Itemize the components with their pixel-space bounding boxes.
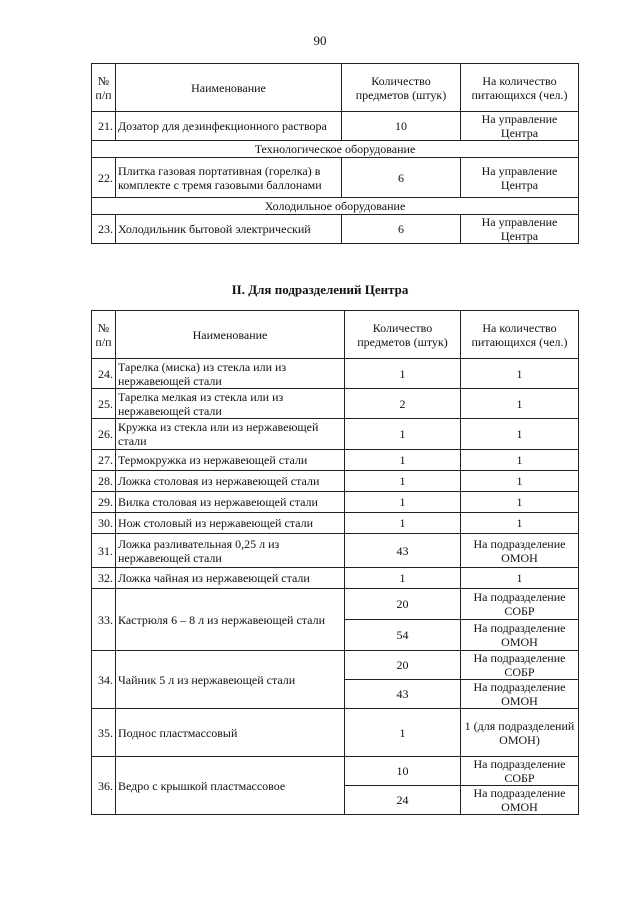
row-number: 22. xyxy=(92,158,116,198)
row-for: 1 xyxy=(461,389,579,419)
row-for: На управление Центра xyxy=(461,215,579,244)
row-qty: 54 xyxy=(345,620,461,651)
row-number: 23. xyxy=(92,215,116,244)
section-2-title: II. Для подразделений Центра xyxy=(231,282,409,297)
row-qty: 1 xyxy=(345,419,461,450)
table-2 xyxy=(91,310,579,815)
row-number: 32. xyxy=(92,568,116,589)
table-row xyxy=(92,513,579,534)
row-name: Холодильник бытовой электрический xyxy=(116,215,342,244)
table-row xyxy=(92,158,579,198)
row-number: 33. xyxy=(92,589,116,651)
row-qty: 1 xyxy=(345,359,461,389)
row-qty: 43 xyxy=(345,534,461,568)
row-name: Кружка из стекла или из нержавеющей стали xyxy=(116,419,345,450)
row-name: Ложка столовая из нержавеющей стали xyxy=(116,471,345,492)
row-number: 29. xyxy=(92,492,116,513)
row-qty: 6 xyxy=(342,215,461,244)
row-name: Поднос пластмассовый xyxy=(116,709,345,757)
row-name: Тарелка (миска) из стекла или из нержавеющей стали xyxy=(116,359,345,389)
table-row xyxy=(92,419,579,450)
page-number: 90 xyxy=(313,33,327,48)
row-name: Термокружка из нержавеющей стали xyxy=(116,450,345,471)
header-qty: Количество предметов (штук) xyxy=(342,64,461,112)
table-row xyxy=(92,112,579,141)
row-for: 1 (для подразделений ОМОН) xyxy=(461,709,579,757)
row-for: На подразделение СОБР xyxy=(461,589,579,620)
row-for: На подразделение СОБР xyxy=(461,651,579,680)
section-row xyxy=(92,141,579,158)
row-qty: 1 xyxy=(345,471,461,492)
row-name: Ложка чайная из нержавеющей стали xyxy=(116,568,345,589)
row-qty: 6 xyxy=(342,158,461,198)
row-number: 35. xyxy=(92,709,116,757)
row-for: 1 xyxy=(461,513,579,534)
row-number: 24. xyxy=(92,359,116,389)
row-for: На подразделение ОМОН xyxy=(461,620,579,651)
row-qty: 1 xyxy=(345,709,461,757)
row-for: 1 xyxy=(461,568,579,589)
row-qty: 10 xyxy=(345,757,461,786)
table-row xyxy=(92,589,579,620)
row-for: На подразделение ОМОН xyxy=(461,534,579,568)
row-number: 26. xyxy=(92,419,116,450)
header-name: Наименование xyxy=(116,311,345,359)
row-qty: 10 xyxy=(342,112,461,141)
row-for: 1 xyxy=(461,492,579,513)
row-number: 28. xyxy=(92,471,116,492)
header-qty: Количество предметов (штук) xyxy=(345,311,461,359)
header-for: На количество питающихся (чел.) xyxy=(461,311,579,359)
table-row xyxy=(92,359,579,389)
table-row xyxy=(92,757,579,786)
row-for: 1 xyxy=(461,419,579,450)
table-row xyxy=(92,651,579,680)
row-name: Тарелка мелкая из стекла или из нержавеющей стали xyxy=(116,389,345,419)
table-row xyxy=(92,471,579,492)
row-number: 31. xyxy=(92,534,116,568)
row-number: 21. xyxy=(92,112,116,141)
row-for: 1 xyxy=(461,450,579,471)
row-for: На подразделение ОМОН xyxy=(461,786,579,815)
section-row xyxy=(92,198,579,215)
row-qty: 1 xyxy=(345,513,461,534)
table-row xyxy=(92,709,579,757)
row-for: На подразделение ОМОН xyxy=(461,680,579,709)
header-num: № п/п xyxy=(92,311,116,359)
header-num: № п/п xyxy=(92,64,116,112)
row-for: На подразделение СОБР xyxy=(461,757,579,786)
row-number: 25. xyxy=(92,389,116,419)
header-for: На количество питающихся (чел.) xyxy=(461,64,579,112)
row-number: 27. xyxy=(92,450,116,471)
row-qty: 20 xyxy=(345,651,461,680)
row-name: Кастрюля 6 – 8 л из нержавеющей стали xyxy=(116,589,345,651)
row-for: На управление Центра xyxy=(461,158,579,198)
table-row xyxy=(92,492,579,513)
table-row xyxy=(92,534,579,568)
row-number: 34. xyxy=(92,651,116,709)
row-name: Ложка разливательная 0,25 л из нержавеющей стали xyxy=(116,534,345,568)
row-name: Плитка газовая портативная (горелка) в комплекте с тремя газовыми баллонами xyxy=(116,158,342,198)
row-qty: 24 xyxy=(345,786,461,815)
row-qty: 1 xyxy=(345,450,461,471)
row-name: Вилка столовая из нержавеющей стали xyxy=(116,492,345,513)
row-qty: 43 xyxy=(345,680,461,709)
table-row xyxy=(92,215,579,244)
row-name: Ведро с крышкой пластмассовое xyxy=(116,757,345,815)
row-name: Чайник 5 л из нержавеющей стали xyxy=(116,651,345,709)
table-row xyxy=(92,389,579,419)
row-number: 36. xyxy=(92,757,116,815)
row-qty: 2 xyxy=(345,389,461,419)
table-1 xyxy=(91,63,579,244)
table-row xyxy=(92,450,579,471)
row-qty: 20 xyxy=(345,589,461,620)
row-name: Дозатор для дезинфекционного раствора xyxy=(116,112,342,141)
row-for: 1 xyxy=(461,471,579,492)
table-row xyxy=(92,568,579,589)
section-label: Технологическое оборудование xyxy=(92,141,579,158)
row-for: На управление Центра xyxy=(461,112,579,141)
section-label: Холодильное оборудование xyxy=(92,198,579,215)
row-for: 1 xyxy=(461,359,579,389)
header-name: Наименование xyxy=(116,64,342,112)
row-number: 30. xyxy=(92,513,116,534)
row-name: Нож столовый из нержавеющей стали xyxy=(116,513,345,534)
row-qty: 1 xyxy=(345,568,461,589)
row-qty: 1 xyxy=(345,492,461,513)
